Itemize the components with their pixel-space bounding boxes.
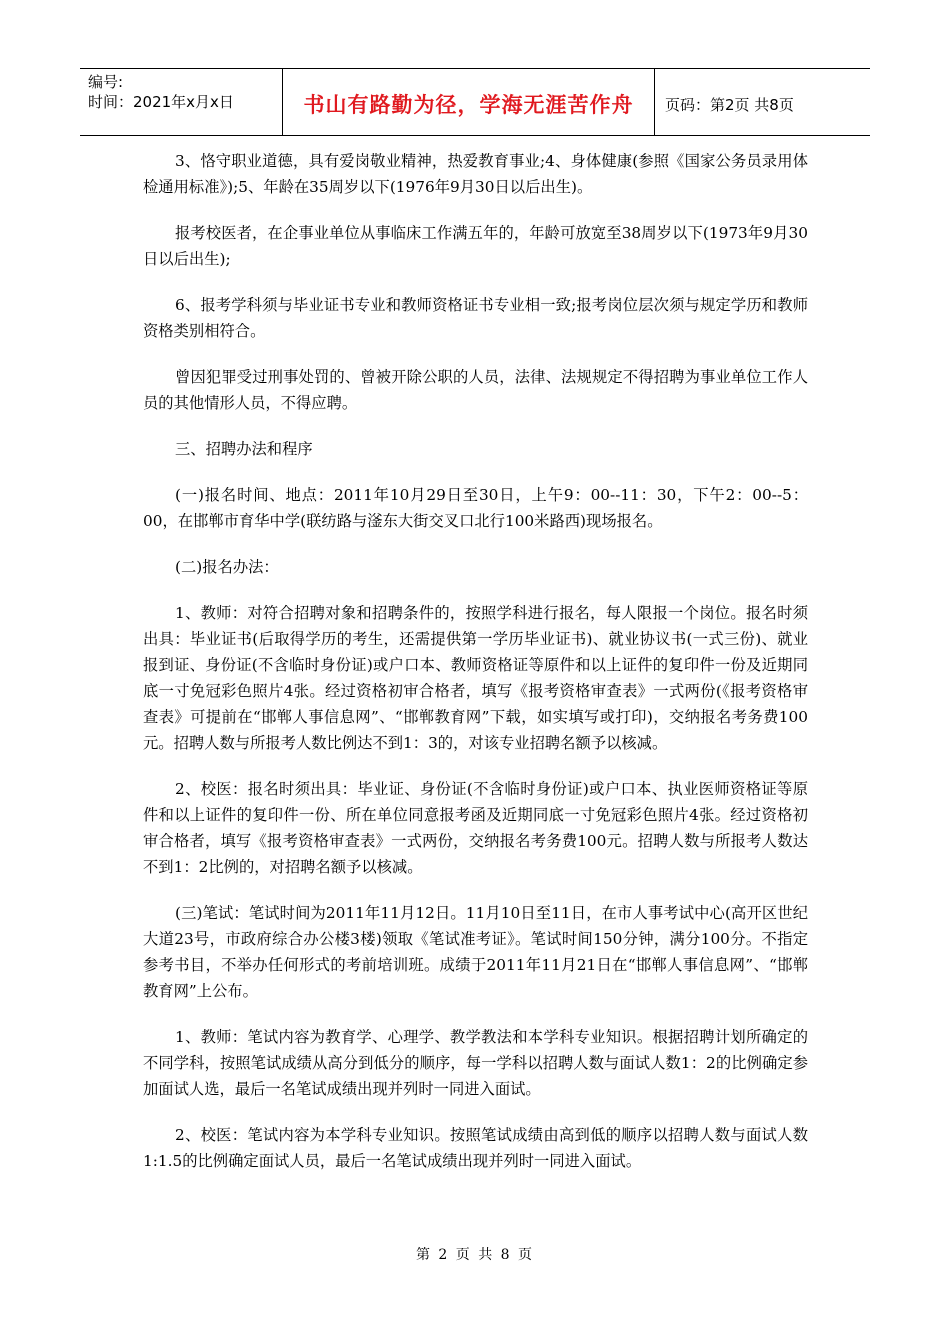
paragraph: 1、教师：笔试内容为教育学、心理学、教学教法和本学科专业知识。根据招聘计划所确定的不同学科，按照笔试成绩从高分到低分的顺序，每一学科以招聘人数与面试人数1：2的比例确定参加面试人选，最后一名笔试成绩出现并列时一同进入面试。: [143, 1028, 808, 1098]
page-footer: 第 2 页 共 8 页: [415, 1247, 535, 1263]
paragraph: 报考校医者，在企事业单位从事临床工作满五年的，年龄可放宽至38周岁以下(1973年9月30日以后出生);: [143, 224, 808, 268]
header-meta: [80, 69, 283, 135]
paragraph: 曾因犯罪受过刑事处罚的、曾被开除公职的人员，法律、法规规定不得招聘为事业单位工作人员的其他情形人员，不得应聘。: [143, 368, 808, 412]
subsection-heading: (二)报名办法：: [175, 558, 279, 576]
paragraph: (一)报名时间、地点：2011年10月29日至30日，上午9：00--11：30，下午2：00--5：00，在邯郸市育华中学(联纺路与滏东大街交叉口北行100米路西)现场报名。: [143, 486, 808, 530]
motto: 书山有路勤为径，学海无涯苦作舟: [283, 69, 655, 135]
paragraph: 2、校医：笔试内容为本学科专业知识。按照笔试成绩由高到低的顺序以招聘人数与面试人数1:1.5的比例确定面试人员，最后一名笔试成绩出现并列时一同进入面试。: [143, 1126, 808, 1170]
time-label: 时间：2021年x月x日: [88, 93, 234, 111]
paragraph: (三)笔试：笔试时间为2011年11月12日。11月10日至11日，在市人事考试中心(高开区世纪大道23号，市政府综合办公楼3楼)领取《笔试准考证》。笔试时间150分钟，满分100分。不指定参考书目，不举办任何形式的考前培训班。成绩于2011年11月21日在“邯郸人事信息网”、“邯郸教育网”上公布。: [143, 904, 808, 1000]
number-label: 编号:: [88, 73, 124, 91]
paragraph: 2、校医：报名时须出具：毕业证、身份证(不含临时身份证)或户口本、执业医师资格证等原件和以上证件的复印件一份、所在单位同意报考函及近期同底一寸免冠彩色照片4张。经过资格初审合格者，填写《报考资格审查表》一式两份，交纳报名考务费100元。招聘人数与所报考人数达不到1：2比例的，对招聘名额予以核减。: [143, 780, 808, 876]
document-body: [143, 148, 808, 1194]
paragraph: 3、恪守职业道德，具有爱岗敬业精神，热爱教育事业;4、身体健康(参照《国家公务员录用体检通用标准》);5、年龄在35周岁以下(1976年9月30日以后出生)。: [143, 152, 808, 196]
paragraph: 6、报考学科须与毕业证书专业和教师资格证书专业相一致;报考岗位层次须与规定学历和教师资格类别相符合。: [143, 296, 808, 340]
page-indicator: 页码：第2页 共8页: [665, 95, 794, 114]
paragraph: 1、教师：对符合招聘对象和招聘条件的，按照学科进行报名，每人限报一个岗位。报名时须出具：毕业证书(后取得学历的考生，还需提供第一学历毕业证书)、就业协议书(一式三份)、就业报到证、身份证(不含临时身份证)或户口本、教师资格证等原件和以上证件的复印件一份及近期同底一寸免冠彩色照片4张。经过资格初审合格者，填写《报考资格审查表》一式两份(《报考资格审查表》可提前在“邯郸人事信息网”、“邯郸教育网”下载，如实填写或打印)，交纳报名考务费100元。招聘人数与所报考人数比例达不到1：3的，对该专业招聘名额予以核减。: [143, 604, 808, 752]
section-heading: 三、招聘办法和程序: [175, 440, 313, 458]
page-header: [80, 68, 870, 136]
